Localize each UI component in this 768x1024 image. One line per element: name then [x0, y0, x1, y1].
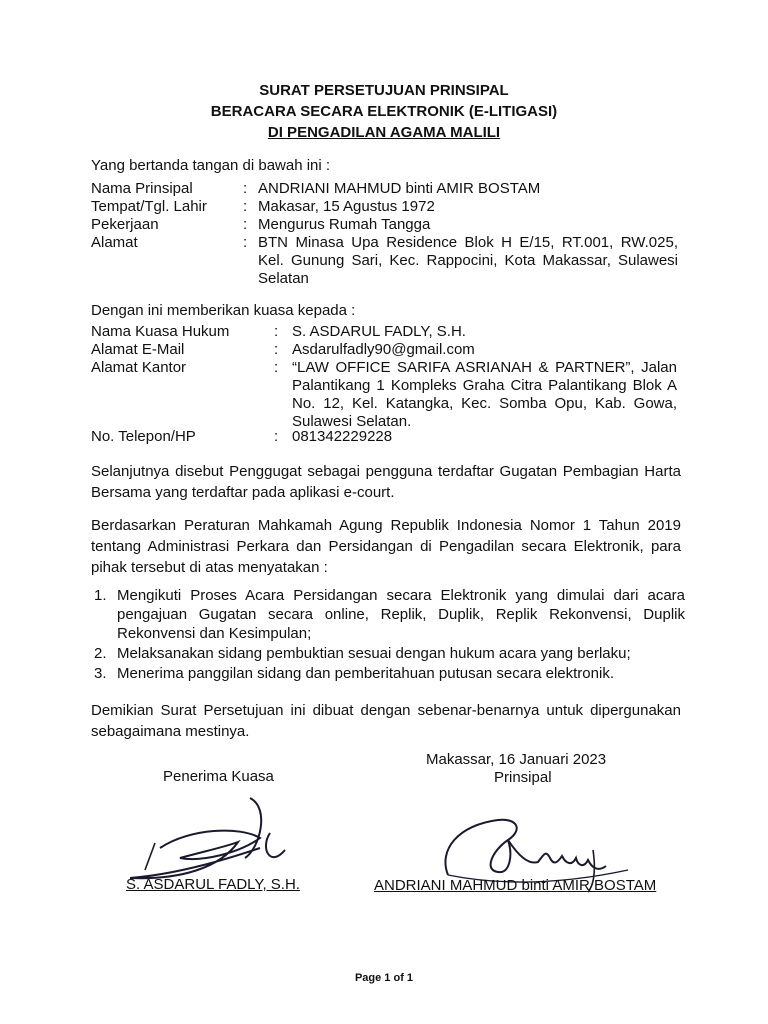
document-title	[0, 80, 768, 143]
title-line-3: DI PENGADILAN AGAMA MALILI	[267, 124, 501, 141]
field-label: Alamat Kantor	[91, 359, 187, 376]
list-item	[91, 664, 685, 683]
list-number: 2.	[94, 645, 107, 662]
receiver-signature-icon	[120, 788, 290, 888]
page-footer: Page 1 of 1	[354, 972, 414, 984]
field-value: Makasar, 15 Agustus 1972	[258, 198, 435, 215]
receiver-name: S. ASDARUL FADLY, S.H.	[126, 876, 300, 893]
field-colon: :	[274, 359, 279, 376]
principal-role: Prinsipal	[494, 769, 552, 786]
field-colon: :	[243, 234, 248, 251]
kuasa-intro-text: Dengan ini memberikan kuasa kepada :	[91, 302, 356, 319]
title-line-1: SURAT PERSETUJUAN PRINSIPAL	[259, 82, 509, 99]
field-colon: :	[243, 216, 248, 233]
list-item	[91, 586, 685, 643]
title-line-2: BERACARA SECARA ELEKTRONIK (E-LITIGASI)	[210, 103, 558, 120]
field-label: Nama Prinsipal	[91, 180, 193, 197]
field-value: “LAW OFFICE SARIFA ASRIANAH & PARTNER”, Jalan Palantikang 1 Kompleks Graha Citra Palantikang Blok A No. 12, Kel. Katangka, Kec. Somba Opu, Kab. Gowa, Sulawesi Selatan.	[292, 359, 677, 430]
principal-name: ANDRIANI MAHMUD binti AMIR BOSTAM	[374, 877, 657, 894]
field-value: S. ASDARUL FADLY, S.H.	[292, 323, 466, 340]
field-label: Nama Kuasa Hukum	[91, 323, 230, 340]
field-colon: :	[274, 323, 279, 340]
field-label: Tempat/Tgl. Lahir	[91, 198, 207, 215]
field-colon: :	[274, 341, 279, 358]
field-colon: :	[243, 180, 248, 197]
field-value: 081342229228	[292, 428, 393, 445]
field-value: Asdarulfadly90@gmail.com	[292, 341, 475, 358]
field-label: Alamat	[91, 234, 138, 251]
field-value: Mengurus Rumah Tangga	[258, 216, 431, 233]
list-item	[91, 644, 685, 663]
intro-text: Yang bertanda tangan di bawah ini :	[91, 157, 331, 174]
field-label: Pekerjaan	[91, 216, 159, 233]
list-number: 1.	[94, 587, 107, 604]
paragraph-penggugat: Selanjutnya disebut Penggugat sebagai pengguna terdaftar Gugatan Pembagian Harta Bersama yang terdaftar pada aplikasi e-court.	[91, 463, 681, 501]
list-text: Mengikuti Proses Acara Persidangan secara Elektronik yang dimulai dari acara pengajuan Gugatan secara online, Replik, Duplik, Replik Rekonvensi, Duplik Rekonvensi dan Kesimpulan;	[117, 587, 685, 642]
list-text: Menerima panggilan sidang dan pemberitahuan putusan secara elektronik.	[117, 665, 614, 682]
list-text: Melaksanakan sidang pembuktian sesuai dengan hukum acara yang berlaku;	[117, 645, 631, 662]
field-value: ANDRIANI MAHMUD binti AMIR BOSTAM	[258, 180, 541, 197]
statement-list	[91, 586, 685, 684]
field-value: BTN Minasa Upa Residence Blok H E/15, RT.001, RW.025, Kel. Gunung Sari, Kec. Rappocini, Kota Makassar, Sulawesi Selatan	[258, 234, 678, 287]
list-number: 3.	[94, 665, 107, 682]
field-label: No. Telepon/HP	[91, 428, 196, 445]
field-colon: :	[243, 198, 248, 215]
closing-paragraph: Demikian Surat Persetujuan ini dibuat dengan sebenar-benarnya untuk dipergunakan sebagaimana mestinya.	[91, 702, 681, 740]
field-colon: :	[274, 428, 279, 445]
receiver-role: Penerima Kuasa	[163, 768, 274, 785]
paragraph-peraturan: Berdasarkan Peraturan Mahkamah Agung Republik Indonesia Nomor 1 Tahun 2019 tentang Administrasi Perkara dan Persidangan di Pengadilan secara Elektronik, para pihak tersebut di atas menyatakan :	[91, 517, 681, 576]
field-label: Alamat E-Mail	[91, 341, 185, 358]
place-date: Makassar, 16 Januari 2023	[426, 751, 607, 768]
